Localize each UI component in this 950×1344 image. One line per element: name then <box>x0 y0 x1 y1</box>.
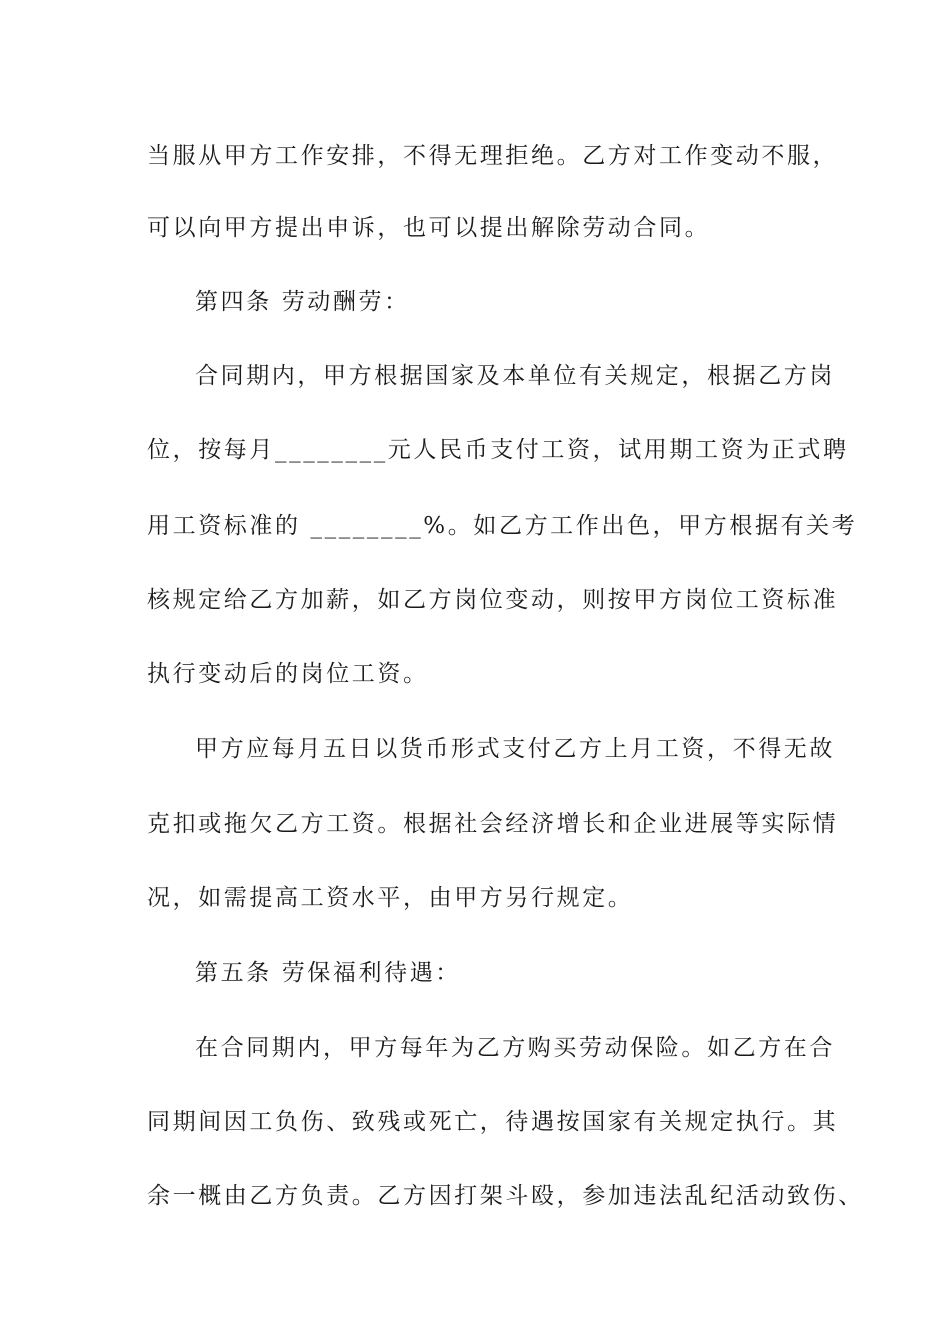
text-line: 合同期内，甲方根据国家及本单位有关规定，根据乙方岗 <box>195 363 835 389</box>
text-line: 执行变动后的岗位工资。 <box>147 661 429 687</box>
text-line: 位，按每月________元人民币支付工资，试用期工资为正式聘 <box>147 437 849 463</box>
text-line: 可以向甲方提出申诉，也可以提出解除劳动合同。 <box>147 215 711 241</box>
text-line: 甲方应每月五日以货币形式支付乙方上月工资，不得无故 <box>195 736 835 762</box>
text-line: 余一概由乙方负责。乙方因打架斗殴，参加违法乱纪活动致伤、 <box>147 1183 864 1209</box>
text-line: 克扣或拖欠乙方工资。根据社会经济增长和企业进展等实际情 <box>147 811 839 837</box>
text-line: 当服从甲方工作安排，不得无理拒绝。乙方对工作变动不服， <box>147 143 839 169</box>
text-line: 用工资标准的 ________%。如乙方工作出色，甲方根据有关考 <box>147 513 858 539</box>
text-line: 在合同期内，甲方每年为乙方购买劳动保险。如乙方在合 <box>195 1035 835 1061</box>
text-line: 况，如需提高工资水平，由甲方另行规定。 <box>147 885 634 911</box>
text-line: 核规定给乙方加薪，如乙方岗位变动，则按甲方岗位工资标准 <box>147 587 839 613</box>
section-heading: 第四条 劳动酬劳： <box>195 289 410 315</box>
text-line: 同期间因工负伤、致残或死亡，待遇按国家有关规定执行。其 <box>147 1109 839 1135</box>
section-heading: 第五条 劳保福利待遇： <box>195 960 461 986</box>
